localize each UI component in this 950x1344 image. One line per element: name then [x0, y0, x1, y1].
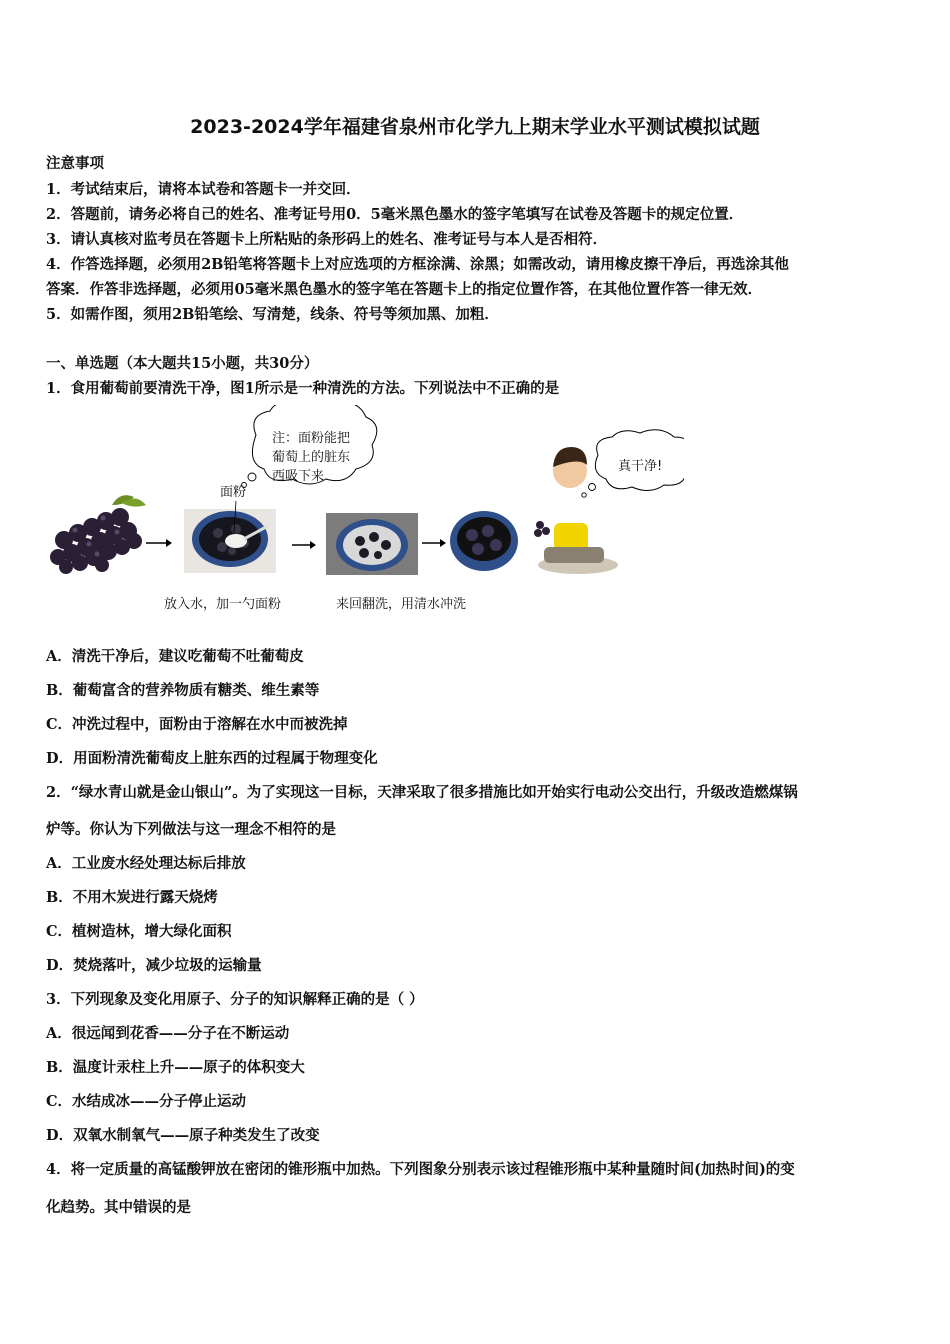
- question-1-stem: 1．食用葡萄前要清洗干净，图1所示是一种清洗的方法。下列说法中不正确的是: [46, 380, 560, 397]
- bowl-clean-grapes-image: [450, 511, 518, 571]
- notice-item: 4．作答选择题，必须用2B铅笔将答题卡上对应选项的方框涂满、涂黑；如需改动，请用橡皮擦干净后，再选涂其他: [46, 256, 789, 273]
- option-b: B．葡萄富含的营养物质有糖类、维生素等: [46, 682, 320, 699]
- figure-graphic: [44, 405, 684, 620]
- arrow-icon: [422, 539, 446, 547]
- note-text-line: 葡萄上的脏东: [272, 450, 351, 465]
- note-text-line: 注：面粉能把: [272, 431, 351, 446]
- bowl-with-flour-image: [184, 501, 276, 573]
- option-d: D．焚烧落叶，减少垃圾的运输量: [46, 957, 262, 974]
- caption-right: 来回翻洗，用清水冲洗: [336, 597, 467, 612]
- flour-label: 面粉: [220, 485, 247, 500]
- question-2-stem: 2．“绿水青山就是金山银山”。为了实现这一目标，天津采取了很多措施比如开始实行电动公交出行，升级改造燃煤锅: [46, 784, 798, 801]
- section-heading: 一、单选题（本大题共15小题，共30分）: [46, 355, 319, 372]
- bowl-colander-image: [326, 513, 418, 575]
- option-d: D．用面粉清洗葡萄皮上脏东西的过程属于物理变化: [46, 750, 378, 767]
- notice-heading: 注意事项: [46, 155, 104, 172]
- notice-item: 3．请认真核对监考员在答题卡上所粘贴的条形码上的姓名、准考证号与本人是否相符．: [46, 231, 608, 248]
- option-a: A．工业废水经处理达标后排放: [46, 855, 246, 872]
- option-d: D．双氧水制氧气——原子种类发生了改变: [46, 1127, 320, 1144]
- question-4-stem-cont: 化趋势。其中错误的是: [46, 1199, 191, 1216]
- option-c: C．植树造林，增大绿化面积: [46, 923, 232, 940]
- caption-left: 放入水，加一勺面粉: [164, 597, 282, 612]
- notice-item: 2．答题前，请务必将自己的姓名、准考证号用0．5毫米黑色墨水的签字笔填写在试卷及答题卡的规定位置．: [46, 206, 744, 223]
- option-b: B．不用木炭进行露天烧烤: [46, 889, 218, 906]
- notice-item: 1．考试结束后，请将本试卷和答题卡一并交回．: [46, 181, 361, 198]
- option-c: C．冲洗过程中，面粉由于溶解在水中而被洗掉: [46, 716, 348, 733]
- option-c: C．水结成冰——分子停止运动: [46, 1093, 247, 1110]
- grapes-image: [50, 495, 146, 574]
- question-2-stem-cont: 炉等。你认为下列做法与这一理念不相符的是: [46, 821, 336, 838]
- question-4-stem: 4．将一定质量的高锰酸钾放在密闭的锥形瓶中加热。下列图象分别表示该过程锥形瓶中某种量随时间(加热时间)的变: [46, 1161, 795, 1178]
- option-b: B．温度计汞柱上升——原子的体积变大: [46, 1059, 305, 1076]
- option-a: A．很远闻到花香——分子在不断运动: [46, 1025, 290, 1042]
- arrow-icon: [292, 541, 316, 549]
- question-3-stem: 3．下列现象及变化用原子、分子的知识解释正确的是（ ）: [46, 991, 424, 1008]
- page-title: 2023-2024学年福建省泉州市化学九上期末学业水平测试模拟试题: [190, 116, 760, 138]
- arrow-icon: [146, 539, 172, 547]
- grape-washing-figure: [44, 405, 684, 620]
- notice-item: 答案．作答非选择题，必须用05毫米黑色墨水的签字笔在答题卡上的指定位置作答，在其他位置作答一律无效．: [46, 281, 763, 298]
- option-a: A．清洗干净后，建议吃葡萄不吐葡萄皮: [46, 648, 304, 665]
- note-text-line: 西吸下来: [272, 469, 325, 484]
- kid-speech-text: 真干净!: [618, 459, 663, 474]
- notice-item: 5．如需作图，须用2B铅笔绘、写清楚，线条、符号等须加黑、加粗．: [46, 306, 499, 323]
